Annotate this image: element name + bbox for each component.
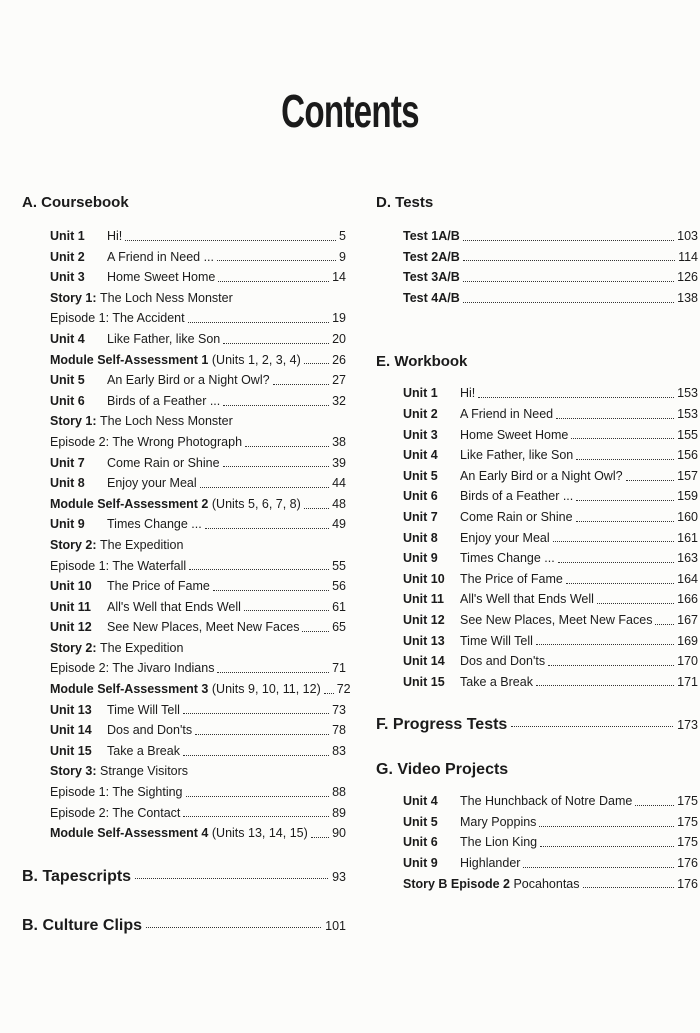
page-number: 138	[677, 290, 698, 305]
dot-leader	[635, 805, 674, 806]
dot-leader	[146, 927, 321, 928]
toc-entry[interactable]	[50, 288, 346, 309]
unit-label: Unit 8	[50, 476, 85, 491]
entry-title: Home Sweet Home	[107, 270, 216, 285]
page-number: 88	[332, 785, 346, 800]
entry-title: (Units 1, 2, 3, 4)	[211, 352, 301, 367]
dot-leader	[576, 459, 674, 460]
dot-leader	[213, 590, 329, 591]
dot-leader	[195, 734, 329, 735]
dot-leader	[135, 878, 328, 879]
page-number: 176	[677, 876, 698, 891]
unit-label: Unit 13	[403, 633, 445, 648]
toc-entry[interactable]	[50, 247, 346, 268]
page-number: 56	[332, 579, 346, 594]
toc-entry[interactable]	[403, 404, 698, 425]
toc-entry[interactable]	[50, 803, 346, 824]
dot-leader	[273, 384, 330, 385]
entry-title: A Friend in Need ...	[107, 249, 215, 264]
dot-leader	[188, 322, 330, 323]
toc-entry[interactable]	[50, 391, 346, 412]
entry-title: Hi!	[460, 386, 476, 401]
section-heading-tests: D. Tests	[376, 194, 434, 211]
dot-leader	[244, 610, 329, 611]
dot-leader	[245, 446, 329, 447]
entry-title: Highlander	[460, 856, 521, 871]
page-number: 48	[332, 496, 346, 511]
toc-entry[interactable]	[403, 853, 698, 874]
toc-entry-progress-tests[interactable]	[376, 716, 698, 738]
page-number: 175	[677, 814, 698, 829]
page-number: 114	[678, 249, 698, 264]
toc-entry[interactable]	[50, 535, 346, 556]
unit-label: Unit 7	[50, 455, 85, 470]
unit-label: Unit 3	[50, 270, 85, 285]
toc-entry[interactable]	[403, 812, 698, 833]
page-number: 19	[332, 311, 346, 326]
page-number: 171	[677, 674, 698, 689]
entry-label: Story 3:	[50, 764, 97, 779]
entry-label: Test 1A/B	[403, 229, 460, 243]
unit-label: Unit 11	[50, 599, 91, 614]
unit-label: Unit 7	[403, 509, 438, 524]
toc-entry[interactable]	[403, 445, 698, 466]
entry-label: Story 1:	[50, 414, 97, 429]
toc-entry[interactable]	[403, 247, 698, 268]
dot-leader	[125, 240, 336, 241]
entry-label: Module Self-Assessment 1	[50, 352, 209, 367]
toc-entry[interactable]	[50, 597, 346, 618]
unit-label: Unit 6	[403, 489, 438, 504]
unit-label: Unit 1	[403, 386, 438, 401]
dot-leader	[324, 693, 334, 694]
entry-label: Story 1:	[50, 290, 97, 305]
toc-entry[interactable]	[50, 720, 346, 741]
toc-entry[interactable]	[403, 874, 698, 895]
dot-leader	[183, 713, 329, 714]
dot-leader	[223, 466, 330, 467]
entry-title: See New Places, Meet New Faces	[107, 620, 300, 635]
unit-label: Unit 6	[403, 835, 438, 850]
dot-leader	[200, 487, 329, 488]
entry-title: Episode 1: The Accident	[50, 311, 185, 326]
page-number: 176	[677, 856, 698, 871]
toc-entry[interactable]	[50, 308, 346, 329]
entry-title: Mary Poppins	[460, 814, 537, 829]
dot-leader	[597, 603, 674, 604]
dot-leader	[556, 418, 674, 419]
page-number: 160	[677, 509, 698, 524]
page-number: 38	[332, 434, 346, 449]
entry-title: Take a Break	[460, 674, 533, 689]
entry-label: Story 2:	[50, 640, 97, 655]
entry-label: Test 4A/B	[403, 290, 460, 305]
page-number: 32	[332, 393, 346, 408]
page-number: 14	[332, 270, 346, 285]
unit-label: Unit 12	[403, 612, 445, 627]
toc-entry[interactable]	[403, 832, 698, 853]
toc-entry[interactable]	[403, 610, 698, 631]
dot-leader	[218, 281, 329, 282]
page-number: 89	[332, 805, 346, 820]
unit-label: Unit 10	[403, 571, 445, 586]
entry-title: (Units 9, 10, 11, 12)	[211, 682, 321, 697]
page-number: 170	[677, 654, 698, 669]
page-title: Contents	[281, 85, 419, 137]
toc-entry[interactable]	[50, 658, 346, 679]
dot-leader	[183, 755, 329, 756]
toc-entry[interactable]	[50, 267, 346, 288]
dot-leader	[186, 796, 330, 797]
page-number: 153	[677, 386, 698, 401]
toc-entry[interactable]	[50, 226, 346, 247]
page-number: 27	[332, 373, 346, 388]
unit-label: Unit 1	[50, 229, 85, 243]
culture-clips-label: B. Culture Clips	[22, 916, 143, 934]
dot-leader	[217, 672, 329, 673]
dot-leader	[540, 846, 674, 847]
unit-label: Unit 5	[50, 373, 85, 388]
dot-leader	[655, 624, 674, 625]
dot-leader	[463, 240, 674, 241]
unit-label: Unit 15	[403, 674, 445, 689]
progress-tests-label: F. Progress Tests	[376, 716, 508, 734]
unit-label: Unit 2	[403, 406, 438, 421]
toc-entry[interactable]	[403, 651, 698, 672]
page-number: 73	[332, 702, 346, 717]
page-number: 153	[677, 406, 698, 421]
page-number: 90	[332, 826, 346, 841]
dot-leader	[553, 541, 675, 542]
dot-leader	[523, 867, 674, 868]
entry-title: Hi!	[107, 229, 123, 243]
dot-leader	[304, 508, 329, 509]
toc-entry-tapescripts[interactable]	[22, 868, 346, 890]
toc-entry[interactable]	[50, 432, 346, 453]
entry-title: Times Change ...	[460, 551, 555, 566]
toc-entry[interactable]	[403, 226, 698, 247]
entry-title: Time Will Tell	[107, 702, 180, 717]
unit-label: Unit 8	[403, 530, 438, 545]
unit-label: Unit 9	[403, 856, 438, 871]
dot-leader	[478, 397, 674, 398]
page-number: 126	[677, 270, 698, 285]
page-number: 72	[336, 682, 351, 697]
toc-entry[interactable]	[403, 569, 698, 590]
unit-label: Unit 10	[50, 579, 92, 594]
toc-entry[interactable]	[50, 741, 346, 762]
tapescripts-page: 93	[332, 869, 346, 884]
toc-entry[interactable]	[403, 425, 698, 446]
unit-label: Unit 4	[50, 331, 85, 346]
page-number: 20	[332, 331, 346, 346]
entry-title: See New Places, Meet New Faces	[460, 612, 653, 627]
dot-leader	[311, 837, 329, 838]
dot-leader	[558, 562, 674, 563]
entry-title: The Expedition	[100, 537, 184, 552]
toc-entry[interactable]	[50, 350, 346, 371]
toc-entry[interactable]	[403, 383, 698, 404]
page-number: 44	[332, 476, 346, 491]
entry-title: (Units 13, 14, 15)	[211, 826, 308, 841]
page-number: 61	[332, 599, 346, 614]
entry-label: Module Self-Assessment 2	[50, 496, 209, 511]
dot-leader	[576, 521, 675, 522]
toc-entry[interactable]	[50, 576, 346, 597]
toc-entry[interactable]	[50, 411, 346, 432]
toc-entry[interactable]	[403, 672, 698, 693]
entry-title: Dos and Don'ts	[460, 654, 546, 669]
section-heading-video-projects: G. Video Projects	[376, 761, 509, 779]
entry-title: A Friend in Need	[460, 406, 554, 421]
dot-leader	[626, 480, 675, 481]
entry-title: Episode 1: The Waterfall	[50, 558, 187, 573]
dot-leader	[304, 363, 329, 364]
dot-leader	[302, 631, 329, 632]
dot-leader	[511, 726, 673, 727]
unit-label: Unit 5	[403, 814, 438, 829]
entry-title: Strange Visitors	[100, 764, 189, 779]
page-number: 78	[332, 723, 346, 738]
dot-leader	[463, 281, 674, 282]
unit-label: Unit 9	[50, 517, 85, 532]
dot-leader	[223, 343, 329, 344]
entry-title: The Hunchback of Notre Dame	[460, 794, 633, 809]
dot-leader	[583, 887, 675, 888]
culture-clips-page: 101	[325, 918, 346, 933]
toc-entry-culture-clips[interactable]	[22, 917, 346, 939]
entry-title: Pocahontas	[513, 876, 580, 891]
unit-label: Unit 14	[403, 654, 445, 669]
toc-entry[interactable]	[50, 453, 346, 474]
page-number: 155	[677, 427, 698, 442]
entry-title: The Expedition	[100, 640, 184, 655]
page-number: 167	[677, 612, 698, 627]
page-number: 5	[339, 229, 346, 243]
unit-label: Unit 15	[50, 743, 92, 758]
dot-leader	[463, 302, 674, 303]
entry-title: The Loch Ness Monster	[100, 290, 233, 305]
toc-entry[interactable]	[403, 548, 698, 569]
page-number: 55	[332, 558, 346, 573]
toc-entry[interactable]	[50, 617, 346, 638]
unit-label: Unit 6	[50, 393, 85, 408]
unit-label: Unit 4	[403, 794, 438, 809]
page-number: 9	[339, 249, 346, 264]
unit-label: Unit 4	[403, 448, 438, 463]
dot-leader	[539, 826, 674, 827]
dot-leader	[205, 528, 329, 529]
toc-entry[interactable]	[403, 466, 698, 487]
toc-entry[interactable]	[50, 370, 346, 391]
toc-entry[interactable]	[403, 631, 698, 652]
entry-title: (Units 5, 6, 7, 8)	[211, 496, 301, 511]
entry-title: All's Well that Ends Well	[107, 599, 241, 614]
page-number: 156	[677, 448, 698, 463]
entry-title: All's Well that Ends Well	[460, 592, 594, 607]
entry-label: Story B Episode 2	[403, 876, 510, 891]
entry-title: The Price of Fame	[460, 571, 563, 586]
entry-title: Birds of a Feather ...	[107, 393, 221, 408]
entry-label: Story 2:	[50, 537, 97, 552]
right-column	[376, 193, 698, 894]
entry-title: Episode 2: The Wrong Photograph	[50, 434, 243, 449]
page-number: 161	[677, 530, 698, 545]
entry-title: Episode 1: The Sighting	[50, 785, 183, 800]
left-column	[22, 193, 351, 939]
page-number: 175	[677, 835, 698, 850]
tests-list	[403, 226, 698, 308]
entry-title: Episode 2: The Contact	[50, 805, 181, 820]
toc-entry[interactable]	[403, 791, 698, 812]
unit-label: Unit 14	[50, 723, 92, 738]
entry-title: An Early Bird or a Night Owl?	[460, 468, 623, 483]
entry-title: The Lion King	[460, 835, 538, 850]
entry-label: Module Self-Assessment 3	[50, 682, 209, 697]
page-number: 175	[677, 794, 698, 809]
page-number: 164	[677, 571, 698, 586]
dot-leader	[223, 405, 329, 406]
page-number: 163	[677, 551, 698, 566]
unit-label: Unit 9	[403, 551, 438, 566]
unit-label: Unit 13	[50, 702, 92, 717]
toc-entry[interactable]	[403, 528, 698, 549]
toc-entry[interactable]	[50, 761, 346, 782]
toc-entry[interactable]	[50, 329, 346, 350]
toc-entry[interactable]	[403, 486, 698, 507]
workbook-list	[403, 383, 698, 692]
entry-title: Enjoy your Meal	[107, 476, 197, 491]
entry-label: Test 2A/B	[403, 249, 460, 264]
entry-title: The Price of Fame	[107, 579, 210, 594]
dot-leader	[183, 816, 329, 817]
entry-title: Like Father, like Son	[107, 331, 221, 346]
entry-label: Test 3A/B	[403, 270, 460, 285]
tapescripts-label: B. Tapescripts	[22, 867, 132, 885]
toc-entry[interactable]	[50, 782, 346, 803]
section-heading-coursebook: A. Coursebook	[22, 194, 129, 211]
entry-title: Dos and Don'ts	[107, 723, 193, 738]
dot-leader	[189, 569, 329, 570]
entry-title: Come Rain or Shine	[107, 455, 220, 470]
toc-entry[interactable]	[50, 638, 346, 659]
entry-title: Time Will Tell	[460, 633, 533, 648]
video-projects-list	[403, 791, 698, 894]
entry-title: Home Sweet Home	[460, 427, 569, 442]
entry-title: Take a Break	[107, 743, 180, 758]
entry-title: Come Rain or Shine	[460, 509, 573, 524]
dot-leader	[566, 583, 674, 584]
toc-entry[interactable]	[50, 494, 346, 515]
page-number: 83	[332, 743, 346, 758]
entry-title: Birds of a Feather ...	[460, 489, 574, 504]
toc-entry[interactable]	[403, 507, 698, 528]
toc-entry[interactable]	[403, 288, 698, 309]
dot-leader	[217, 260, 336, 261]
unit-label: Unit 5	[403, 468, 438, 483]
coursebook-list	[50, 226, 351, 844]
page-number: 49	[332, 517, 346, 532]
entry-title: The Loch Ness Monster	[100, 414, 233, 429]
entry-title: Times Change ...	[107, 517, 202, 532]
dot-leader	[548, 665, 674, 666]
unit-label: Unit 12	[50, 620, 92, 635]
toc-entry[interactable]	[50, 823, 346, 844]
toc-entry[interactable]	[50, 473, 346, 494]
toc-entry[interactable]	[403, 589, 698, 610]
progress-tests-page: 173	[677, 718, 698, 733]
page-number: 166	[677, 592, 698, 607]
unit-label: Unit 3	[403, 427, 438, 442]
entry-title: Episode 2: The Jivaro Indians	[50, 661, 215, 676]
section-heading-workbook: E. Workbook	[376, 353, 468, 371]
entry-title: Like Father, like Son	[460, 448, 574, 463]
toc-entry[interactable]	[50, 556, 346, 577]
page-number: 159	[677, 489, 698, 504]
page-number: 39	[332, 455, 346, 470]
toc-entry[interactable]	[50, 679, 351, 700]
page-number: 157	[677, 468, 698, 483]
dot-leader	[576, 500, 674, 501]
dot-leader	[536, 644, 674, 645]
toc-entry[interactable]	[50, 700, 346, 721]
entry-title: An Early Bird or a Night Owl?	[107, 373, 270, 388]
page-number: 103	[677, 229, 698, 243]
toc-entry[interactable]	[403, 267, 698, 288]
dot-leader	[463, 260, 675, 261]
page-number: 26	[332, 352, 346, 367]
page-number: 71	[332, 661, 346, 676]
toc-entry[interactable]	[50, 514, 346, 535]
entry-title: Enjoy your Meal	[460, 530, 550, 545]
page-number: 169	[677, 633, 698, 648]
dot-leader	[571, 438, 674, 439]
unit-label: Unit 11	[403, 592, 444, 607]
entry-label: Module Self-Assessment 4	[50, 826, 209, 841]
unit-label: Unit 2	[50, 249, 85, 264]
dot-leader	[536, 685, 674, 686]
page-number: 65	[332, 620, 346, 635]
